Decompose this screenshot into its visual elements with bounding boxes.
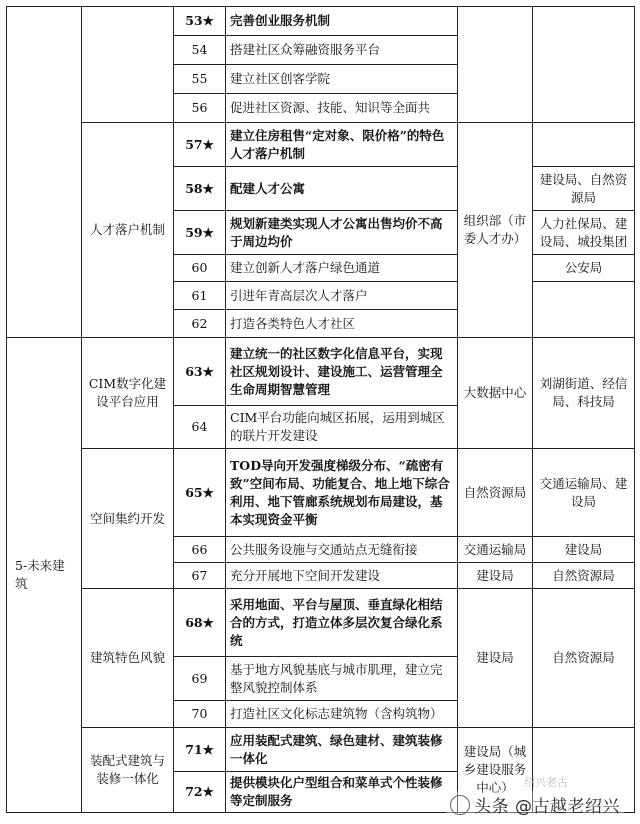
row-number: 55: [174, 65, 226, 94]
watermark-text: 头条 @古越老绍兴: [474, 797, 620, 817]
row-number: 71★: [174, 728, 226, 772]
row-number: 63★: [174, 338, 226, 406]
assist-dept: 自然资源局: [533, 589, 635, 728]
row-number: 65★: [174, 449, 226, 537]
table-row: [7, 7, 635, 36]
lead-dept: 建设局: [458, 563, 533, 589]
task-text: 提供模块化户型组合和菜单式个性装修等定制服务: [226, 772, 458, 813]
task-text: 建立住房租售“定对象、限价格”的特色人才落户机制: [226, 123, 458, 167]
lead-dept: 组织部（市委人才办）: [458, 123, 533, 338]
table-row: [7, 728, 635, 772]
row-number: 54: [174, 36, 226, 65]
row-number: 68★: [174, 589, 226, 657]
row-number: 58★: [174, 167, 226, 211]
row-number: 61: [174, 282, 226, 310]
row-number: 53★: [174, 7, 226, 36]
task-text: 配建人才公寓: [226, 167, 458, 211]
subcategory-style: 建筑特色风貌: [82, 589, 174, 728]
assist-dept-blank: [533, 7, 635, 123]
subcategory-cell-blank: [82, 7, 174, 123]
badge-icon: [450, 795, 470, 815]
task-text: 公共服务设施与交通站点无缝衔接: [226, 537, 458, 563]
assist-dept-blank: [533, 123, 635, 167]
lead-dept: 交通运输局: [458, 537, 533, 563]
category-future-building: 5-未来建筑: [7, 338, 82, 813]
task-table: [6, 6, 635, 813]
assist-dept: 自然资源局: [533, 563, 635, 589]
task-text: 基于地方风貌基底与城市肌理，建立完整风貌控制体系: [226, 657, 458, 701]
assist-dept: 建设局、自然资源局: [533, 167, 635, 211]
category-cell-blank: [7, 7, 82, 338]
assist-dept: 建设局: [533, 537, 635, 563]
task-text: 引进年青高层次人才落户: [226, 282, 458, 310]
assist-dept-blank: [533, 282, 635, 338]
assist-dept: 公安局: [533, 255, 635, 282]
task-text: 打造各类特色人才社区: [226, 310, 458, 338]
table-row: [7, 449, 635, 537]
task-text: 建立统一的社区数字化信息平台，实现社区规划设计、建设施工、运营管理全生命周期智慧管理: [226, 338, 458, 406]
row-number: 67: [174, 563, 226, 589]
assist-dept: 交通运输局、建设局: [533, 449, 635, 537]
task-text: CIM平台功能向城区拓展，运用到城区的联片开发建设: [226, 406, 458, 449]
assist-dept: 人力社保局、建设局、城投集团: [533, 211, 635, 255]
task-text: 建立社区创客学院: [226, 65, 458, 94]
row-number: 56: [174, 94, 226, 123]
task-text: 充分开展地下空间开发建设: [226, 563, 458, 589]
task-text: 规划新建类实现人才公寓出售均价不高于周边均价: [226, 211, 458, 255]
task-text: 搭建社区众筹融资服务平台: [226, 36, 458, 65]
lead-dept: 建设局: [458, 589, 533, 728]
task-text: 打造社区文化标志建筑物（含构筑物）: [226, 701, 458, 728]
task-text: 采用地面、平台与屋顶、垂直绿化相结合的方式，打造立体多层次复合绿化系统: [226, 589, 458, 657]
assist-dept: 刘湖街道、经信局、科技局: [533, 338, 635, 449]
task-text: 应用装配式建筑、绿色建材、建筑装修一体化: [226, 728, 458, 772]
table-row: [7, 338, 635, 406]
row-number: 57★: [174, 123, 226, 167]
lead-dept-blank: [458, 7, 533, 123]
watermark: [446, 791, 624, 818]
ghost-watermark: 绍兴老古: [524, 776, 568, 789]
lead-dept: 建设局（城乡建设服务中心）: [458, 728, 533, 813]
task-text: 建立创新人才落户绿色通道: [226, 255, 458, 282]
subcategory-prefab: 装配式建筑与装修一体化: [82, 728, 174, 813]
lead-dept: 自然资源局: [458, 449, 533, 537]
task-text: 促进社区资源、技能、知识等全面共: [226, 94, 458, 123]
task-text: TOD导向开发强度梯级分布、“疏密有致”空间布局、功能复合、地上地下综合利用、地下管廊系统规划布局建设，基本实现资金平衡: [226, 449, 458, 537]
table-row: [7, 123, 635, 167]
row-number: 69: [174, 657, 226, 701]
row-number: 72★: [174, 772, 226, 813]
row-number: 60: [174, 255, 226, 282]
row-number: 70: [174, 701, 226, 728]
subcategory-talent: 人才落户机制: [82, 123, 174, 338]
task-text: 完善创业服务机制: [226, 7, 458, 36]
subcategory-space: 空间集约开发: [82, 449, 174, 589]
row-number: 62: [174, 310, 226, 338]
row-number: 66: [174, 537, 226, 563]
table-row: [7, 589, 635, 657]
row-number: 64: [174, 406, 226, 449]
row-number: 59★: [174, 211, 226, 255]
lead-dept: 大数据中心: [458, 338, 533, 449]
subcategory-cim: CIM数字化建设平台应用: [82, 338, 174, 449]
